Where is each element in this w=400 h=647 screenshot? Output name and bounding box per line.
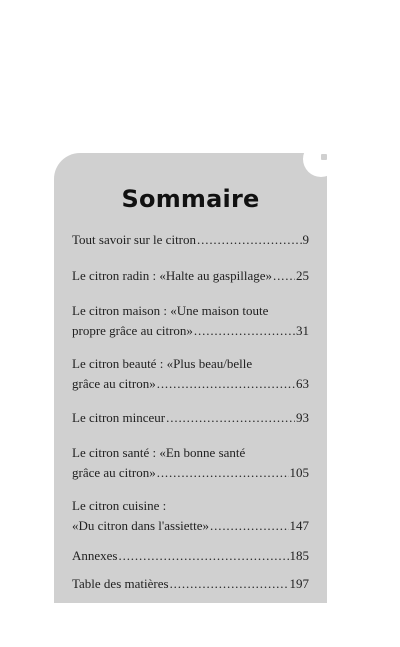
toc-entry-text: Annexes (72, 548, 118, 563)
toc-entry[interactable] (72, 354, 309, 394)
toc-entry-line (72, 546, 309, 566)
dot-leader (194, 321, 295, 341)
toc-entry[interactable] (72, 408, 309, 428)
dot-leader (197, 230, 301, 250)
toc-entry-line (72, 463, 309, 483)
toc-page-number: 147 (289, 518, 309, 533)
toc-entry-text: Le citron beauté : «Plus beau/belle (72, 356, 253, 371)
toc-entry[interactable] (72, 230, 309, 250)
toc-entry-text: Le citron radin : «Halte au gaspillage» (72, 268, 272, 283)
toc-entry[interactable] (72, 496, 309, 536)
toc-entry-text: Le citron maison : «Une maison toute (72, 303, 269, 318)
toc-entry-text: Le citron cuisine : (72, 498, 167, 513)
toc-page-number: 9 (302, 232, 309, 247)
toc-entry-line (72, 374, 309, 394)
toc-page-number: 185 (289, 548, 309, 563)
dot-leader (210, 516, 288, 536)
toc-entry-text: Le citron minceur (72, 410, 166, 425)
toc-entry-text: grâce au citron» (72, 465, 156, 480)
toc-entry[interactable] (72, 443, 309, 483)
toc-entry-text: grâce au citron» (72, 376, 156, 391)
toc-entry-line (72, 574, 309, 594)
dot-leader (273, 266, 295, 286)
toc-list (72, 230, 309, 594)
toc-entry-line (72, 266, 309, 286)
toc-entry[interactable] (72, 266, 309, 286)
toc-entry-line (72, 230, 309, 250)
toc-title: Sommaire (121, 185, 260, 213)
dot-leader (119, 546, 289, 566)
dot-leader (157, 463, 289, 483)
toc-entry[interactable] (72, 301, 309, 341)
toc-page-number: 25 (296, 268, 309, 283)
toc-entry[interactable] (72, 574, 309, 594)
dot-leader (157, 374, 295, 394)
dot-leader (170, 574, 289, 594)
toc-page-number: 197 (289, 576, 309, 591)
dot-leader (166, 408, 295, 428)
toc-page-number: 105 (289, 465, 309, 480)
toc-entry-text: Tout savoir sur le citron (72, 232, 197, 247)
toc-card (54, 153, 327, 603)
toc-page-number: 63 (296, 376, 309, 391)
toc-entry-line (72, 408, 309, 428)
toc-entry[interactable] (72, 546, 309, 566)
toc-page-number: 31 (296, 323, 309, 338)
toc-entry-text: Le citron santé : «En bonne santé (72, 445, 246, 460)
toc-entry-text: propre grâce au citron» (72, 323, 193, 338)
toc-entry-text: Table des matières (72, 576, 169, 591)
toc-entry-text: «Du citron dans l'assiette» (72, 518, 210, 533)
toc-page-number: 93 (296, 410, 309, 425)
toc-entry-line (72, 321, 309, 341)
corner-mark (321, 154, 327, 160)
toc-entry-line (72, 516, 309, 536)
